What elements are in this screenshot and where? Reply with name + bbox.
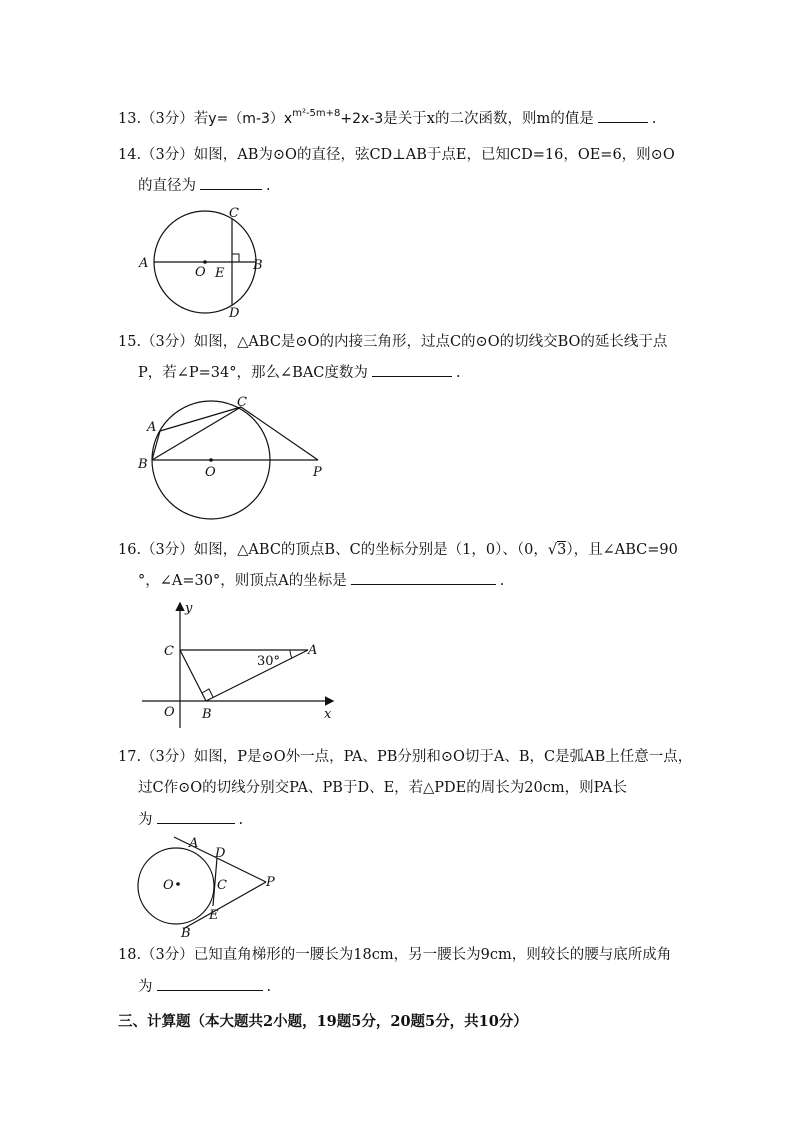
q16-line1a: 16.（3分）如图，△ABC的顶点B、C的坐标分别是（1，0）、（0， <box>118 542 548 558</box>
q15-label-p: P <box>313 465 322 480</box>
q14-figure <box>135 205 275 320</box>
q17-label-d: D <box>215 846 226 861</box>
q16-sqrt-sign: √ <box>547 542 558 558</box>
q14-label-a: A <box>139 256 149 271</box>
q16-line2-wrap <box>138 570 504 591</box>
q14-label-o: O <box>195 265 206 280</box>
q16-side-cb <box>180 650 206 701</box>
q15-answer-blank[interactable] <box>372 362 452 377</box>
q18-line2-wrap <box>138 976 271 997</box>
q18-line2: 为 <box>138 979 153 995</box>
q15-line2-wrap <box>138 362 461 383</box>
q15-figure <box>135 393 335 528</box>
q15-line1: 15.（3分）如图，△ABC是⊙O的内接三角形，过点C的⊙O的切线交BO的延长线于点 <box>118 334 668 350</box>
q13-end: . <box>651 111 657 127</box>
q17-answer-blank[interactable] <box>157 809 235 824</box>
q16-end: . <box>499 573 505 589</box>
q14-end: . <box>266 178 271 194</box>
q16-line1 <box>118 540 678 560</box>
q17-label-e: E <box>209 908 219 923</box>
q14-label-e: E <box>215 266 225 281</box>
q15-side-ac <box>160 407 241 431</box>
q15-label-a: A <box>147 420 157 435</box>
q16-line2: °，∠A=30°，则顶点A的坐标是 <box>138 573 347 589</box>
q15-label-o: O <box>205 465 216 480</box>
q17-end: . <box>238 812 244 828</box>
q17-line3-wrap <box>138 809 243 830</box>
q16-answer-blank[interactable] <box>351 570 496 585</box>
q17-line1: 17.（3分）如图，P是⊙O外一点，PA、PB分别和⊙O切于A、B，C是弧AB上任意一点， <box>118 749 693 765</box>
q15-label-c: C <box>237 395 247 410</box>
q13-suffix: 是关于x的二次函数，则m的值是 <box>383 111 594 127</box>
q16-label-y: y <box>185 601 193 616</box>
q15-end: . <box>455 365 461 381</box>
q13-prefix: 13.（3分）若 <box>118 111 209 127</box>
q15-tangent-cp <box>241 407 318 460</box>
q14-right-angle-mark <box>232 254 239 262</box>
q15-label-b: B <box>138 457 148 472</box>
q15-line2: P，若∠P=34°，那么∠BAC度数为 <box>138 365 368 381</box>
q16-label-x: x <box>324 707 332 722</box>
q14-label-b: B <box>253 258 263 273</box>
q14-answer-blank[interactable] <box>200 175 262 190</box>
q14-label-d: D <box>229 306 240 320</box>
q14-line1: 14.（3分）如图，AB为⊙O的直径，弦CD⊥AB于点E，已知CD=16，OE=6，则⊙O <box>118 147 675 163</box>
q17-label-p: P <box>266 875 275 890</box>
q16-sqrt-radicand: 3 <box>557 542 567 558</box>
q14-center-dot <box>203 260 207 264</box>
q16-line1b: ），且∠ABC=90 <box>566 542 678 558</box>
q17-center-dot <box>176 882 180 886</box>
q13-expr-a: y=（m-3）x <box>208 111 293 127</box>
q13-answer-blank[interactable] <box>598 108 648 123</box>
q17-label-b: B <box>181 926 191 940</box>
q14-line2-wrap <box>138 175 271 196</box>
q13-line <box>118 108 656 131</box>
section-3-heading: 三、计算题（本大题共2小题，19题5分，20题5分，共10分） <box>118 1013 528 1030</box>
q17-line3: 为 <box>138 812 153 828</box>
q17-label-c: C <box>217 878 227 893</box>
q13-expr-b: +2x-3 <box>340 111 384 127</box>
q17-figure <box>135 835 285 940</box>
q16-label-b: B <box>202 707 212 722</box>
q18-answer-blank[interactable] <box>157 976 263 991</box>
q14-label-c: C <box>229 206 239 221</box>
q17-label-a: A <box>189 836 199 851</box>
q17-circle <box>138 848 214 924</box>
q15-center-dot <box>209 458 213 462</box>
q16-label-a: A <box>308 643 318 658</box>
q18-end: . <box>266 979 272 995</box>
q16-figure <box>140 600 345 730</box>
q16-label-angle: 30° <box>257 654 281 669</box>
q17-line2: 过C作⊙O的切线分别交PA、PB于D、E，若△PDE的周长为20cm，则PA长 <box>138 780 627 796</box>
q15-side-bc <box>152 407 241 460</box>
q14-line2: 的直径为 <box>138 178 196 194</box>
q16-label-c: C <box>164 644 174 659</box>
q16-angle-arc <box>290 650 292 658</box>
q18-line1: 18.（3分）已知直角梯形的一腰长为18cm，另一腰长为9cm，则较长的腰与底所成角 <box>118 947 672 963</box>
q16-label-o: O <box>164 705 175 720</box>
q13-exponent: m²-5m+8 <box>292 108 341 119</box>
q17-label-o: O <box>163 878 174 893</box>
